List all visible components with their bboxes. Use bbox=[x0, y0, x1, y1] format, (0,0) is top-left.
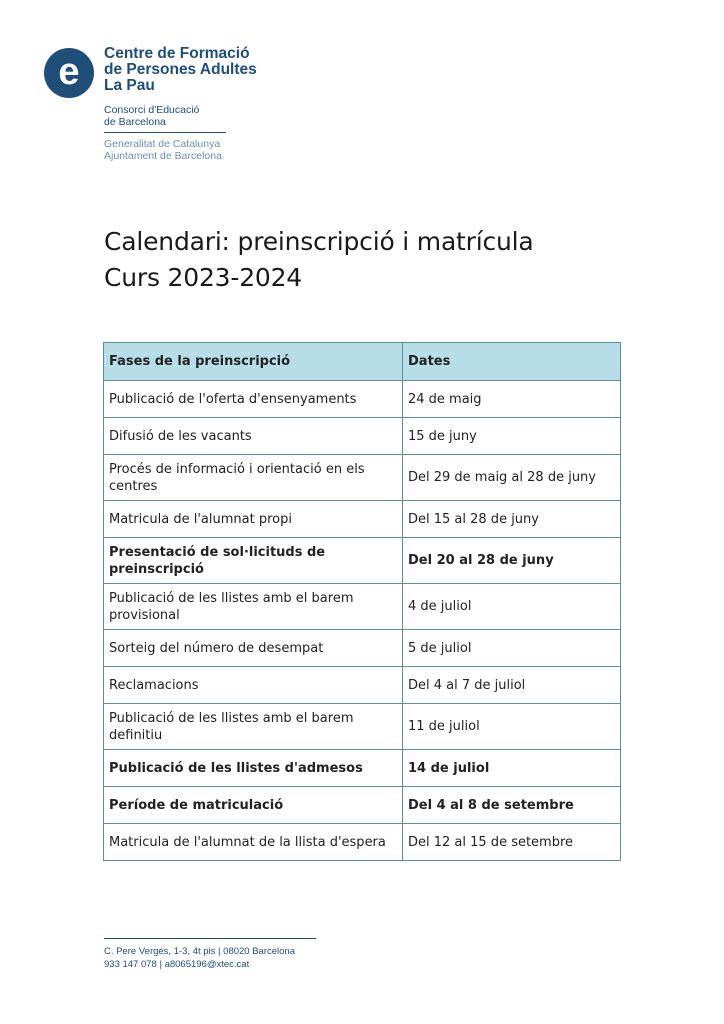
dates-cell: 14 de juliol bbox=[403, 750, 621, 787]
table-row bbox=[104, 584, 621, 630]
phase-cell: Publicació de les llistes amb el barem definitiu bbox=[104, 704, 403, 750]
footer bbox=[104, 945, 295, 971]
logo-letter: e bbox=[58, 51, 80, 93]
consorci-line-1: Consorci d'Educació bbox=[104, 104, 200, 116]
consorci-line-2: de Barcelona bbox=[104, 116, 166, 128]
org-name-line-3: La Pau bbox=[104, 77, 155, 94]
table-row bbox=[104, 501, 621, 538]
footer-address: C. Pere Vergés, 1-3, 4t pis | 08020 Barcelona bbox=[104, 946, 295, 957]
consorci-name bbox=[104, 104, 199, 128]
phase-cell: Publicació de l'oferta d'ensenyaments bbox=[104, 381, 403, 418]
table-row bbox=[104, 704, 621, 750]
phase-cell: Presentació de sol·licituds de preinscripció bbox=[104, 538, 403, 584]
org-name-line-1: Centre de Formació bbox=[104, 45, 250, 62]
dates-cell: 15 de juny bbox=[403, 418, 621, 455]
table-header-row bbox=[104, 343, 621, 381]
header-divider bbox=[104, 132, 226, 133]
table-row bbox=[104, 630, 621, 667]
column-header-phases: Fases de la preinscripció bbox=[104, 343, 403, 381]
phase-cell: Reclamacions bbox=[104, 667, 403, 704]
phase-cell: Sorteig del número de desempat bbox=[104, 630, 403, 667]
table-row bbox=[104, 538, 621, 584]
table-row bbox=[104, 750, 621, 787]
dates-cell: Del 4 al 7 de juliol bbox=[403, 667, 621, 704]
dates-cell: 5 de juliol bbox=[403, 630, 621, 667]
footer-divider bbox=[104, 938, 316, 939]
phase-cell: Matricula de l'alumnat de la llista d'espera bbox=[104, 824, 403, 861]
dates-cell: 11 de juliol bbox=[403, 704, 621, 750]
title-line-2: Curs 2023-2024 bbox=[104, 263, 303, 292]
sponsor-line-1: Generalitat de Catalunya bbox=[104, 138, 221, 150]
phase-cell: Publicació de les llistes amb el barem provisional bbox=[104, 584, 403, 630]
dates-cell: Del 20 al 28 de juny bbox=[403, 538, 621, 584]
page-title bbox=[104, 224, 534, 296]
dates-cell: Del 29 de maig al 28 de juny bbox=[403, 455, 621, 501]
footer-contact: 933 147 078 | a8065196@xtec.cat bbox=[104, 959, 250, 970]
dates-cell: 24 de maig bbox=[403, 381, 621, 418]
table-row bbox=[104, 418, 621, 455]
table-row bbox=[104, 787, 621, 824]
table-row bbox=[104, 667, 621, 704]
dates-cell: Del 12 al 15 de setembre bbox=[403, 824, 621, 861]
calendar-table bbox=[103, 342, 621, 861]
sponsor-line-2: Ajuntament de Barcelona bbox=[104, 150, 222, 162]
organization-name bbox=[104, 46, 257, 94]
phase-cell: Publicació de les llistes d'admesos bbox=[104, 750, 403, 787]
dates-cell: 4 de juliol bbox=[403, 584, 621, 630]
org-name-line-2: de Persones Adultes bbox=[104, 61, 257, 78]
column-header-dates: Dates bbox=[403, 343, 621, 381]
dates-cell: Del 15 al 28 de juny bbox=[403, 501, 621, 538]
table-row bbox=[104, 381, 621, 418]
phase-cell: Procés de informació i orientació en els centres bbox=[104, 455, 403, 501]
sponsor-names bbox=[104, 138, 222, 162]
phase-cell: Període de matriculació bbox=[104, 787, 403, 824]
table-row bbox=[104, 824, 621, 861]
dates-cell: Del 4 al 8 de setembre bbox=[403, 787, 621, 824]
phase-cell: Matricula de l'alumnat propi bbox=[104, 501, 403, 538]
table-row bbox=[104, 455, 621, 501]
logo-icon bbox=[44, 48, 94, 98]
title-line-1: Calendari: preinscripció i matrícula bbox=[104, 227, 534, 256]
phase-cell: Difusió de les vacants bbox=[104, 418, 403, 455]
